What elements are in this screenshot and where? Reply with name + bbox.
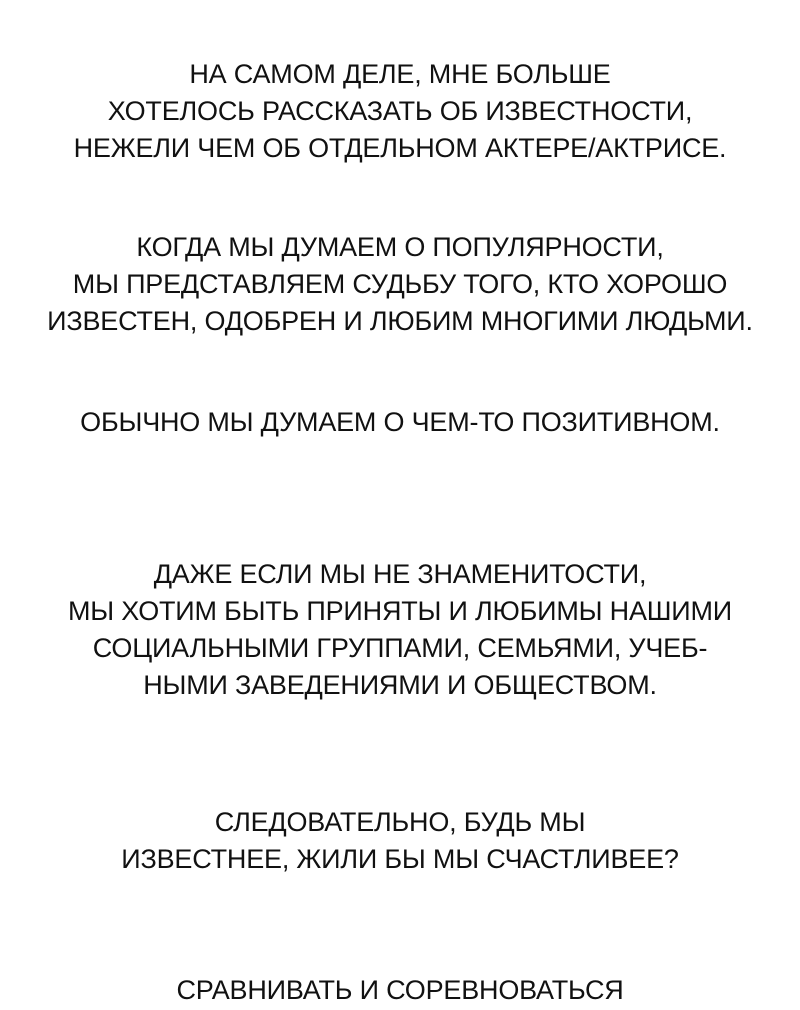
text-line: СОЦИАЛЬНЫМИ ГРУППАМИ, СЕМЬЯМИ, УЧЕБ- <box>92 633 708 663</box>
text-block-popularity <box>0 229 800 340</box>
text-block-heading-compare <box>0 972 800 1009</box>
text-line: СЛЕДОВАТЕЛЬНО, БУДЬ МЫ <box>214 807 586 837</box>
text-line: ХОТЕЛОСЬ РАССКАЗАТЬ ОБ ИЗВЕСТНОСТИ, <box>107 96 693 126</box>
text-line: НЕЖЕЛИ ЧЕМ ОБ ОТДЕЛЬНОМ АКТЕРЕ/АКТРИСЕ. <box>73 133 727 163</box>
text-line: НЫМИ ЗАВЕДЕНИЯМИ И ОБЩЕСТВОМ. <box>143 670 657 700</box>
text-line: ИЗВЕСТНЕЕ, ЖИЛИ БЫ МЫ СЧАСТЛИВЕЕ? <box>121 844 679 874</box>
text-line: МЫ ПРЕДСТАВЛЯЕМ СУДЬБУ ТОГО, КТО ХОРОШО <box>72 269 728 299</box>
text-line: НА САМОМ ДЕЛЕ, МНЕ БОЛЬШЕ <box>189 59 611 89</box>
text-line: КОГДА МЫ ДУМАЕМ О ПОПУЛЯРНОСТИ, <box>136 232 664 262</box>
text-block-acceptance <box>0 556 800 704</box>
text-line: ИЗВЕСТЕН, ОДОБРЕН И ЛЮБИМ МНОГИМИ ЛЮДЬМИ. <box>47 306 753 336</box>
text-block-question <box>0 804 800 878</box>
text-line: МЫ ХОТИМ БЫТЬ ПРИНЯТЫ И ЛЮБИМЫ НАШИМИ <box>67 596 733 626</box>
text-block-positive <box>0 404 800 441</box>
text-line: ДАЖЕ ЕСЛИ МЫ НЕ ЗНАМЕНИТОСТИ, <box>153 559 647 589</box>
text-block-fame-intro <box>0 56 800 167</box>
text-line: СРАВНИВАТЬ И СОРЕВНОВАТЬСЯ <box>176 975 624 1005</box>
text-line: ОБЫЧНО МЫ ДУМАЕМ О ЧЕМ-ТО ПОЗИТИВНОМ. <box>80 407 720 437</box>
